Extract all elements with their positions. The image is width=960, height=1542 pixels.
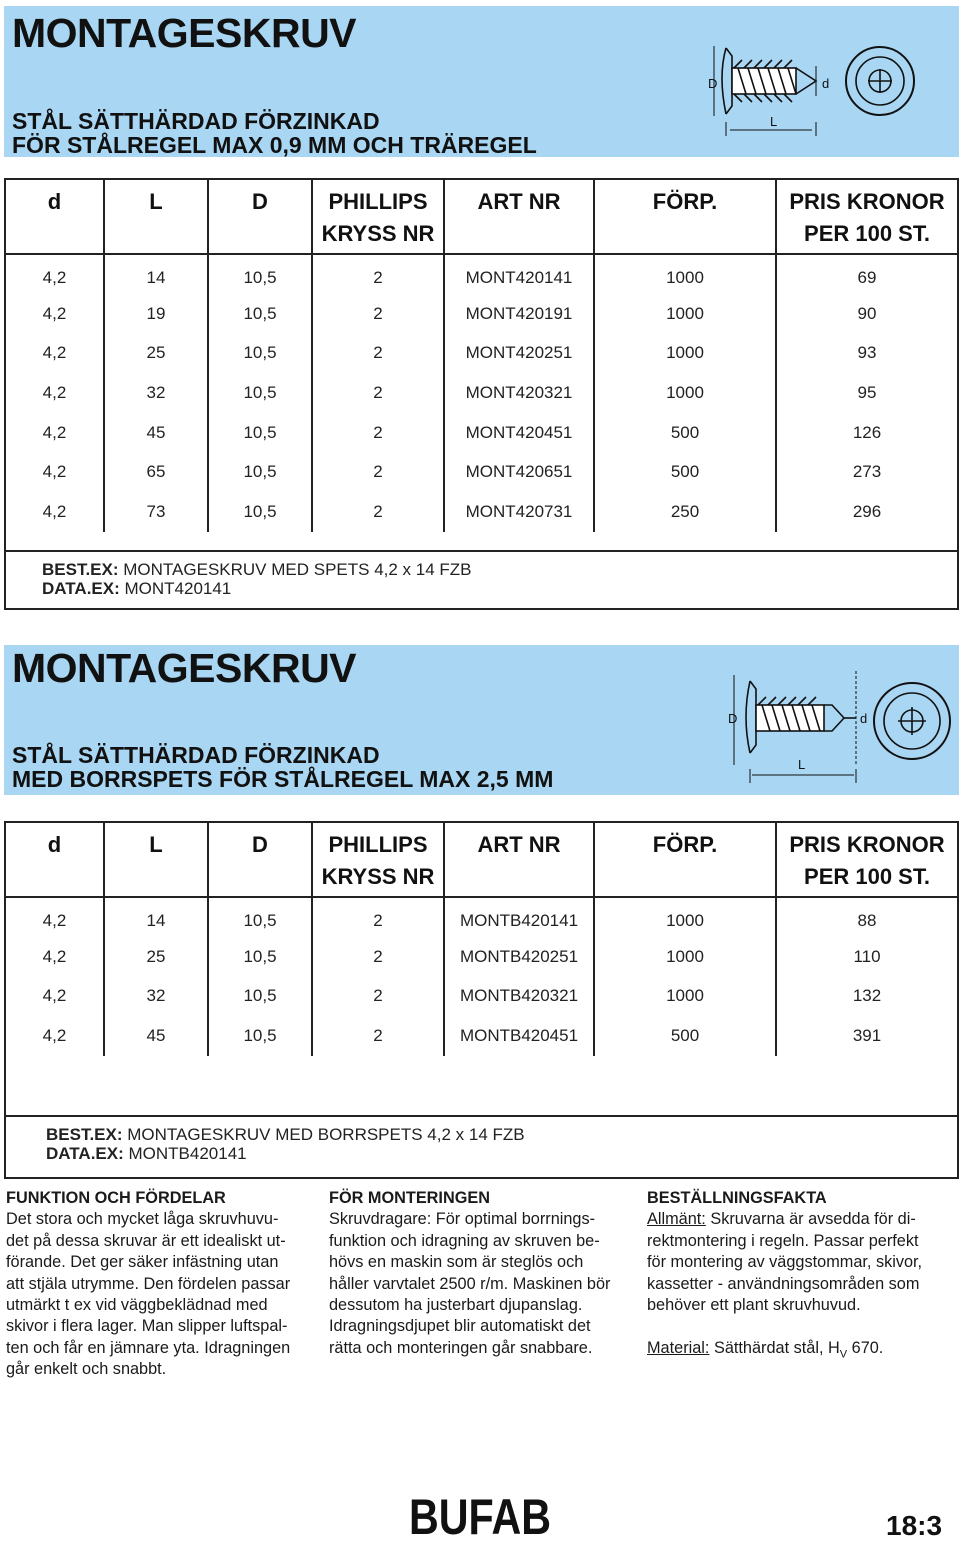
- drawing1-label-D: D: [708, 76, 718, 91]
- section1-data-ex: DATA.EX: MONT420141: [42, 579, 232, 598]
- section2-best-ex: BEST.EX: MONTAGESKRUV MED BORRSPETS 4,2 x 14 FZB: [46, 1125, 525, 1144]
- table-row: 4,2 14 10,5 2 MONTB420141 1000 88: [6, 897, 957, 937]
- col-header-phillips: PHILLIPS KRYSS NR: [312, 180, 444, 254]
- table-row: 4,2 25 10,5 2 MONTB420251 1000 110: [6, 937, 957, 977]
- screw-drawing-2: [720, 665, 956, 783]
- section2-subtitle-1: STÅL SÄTTHÄRDAD FÖRZINKAD: [12, 742, 380, 768]
- table-row: 4,2 19 10,5 2 MONT420191 1000 90: [6, 294, 957, 334]
- table-row: 4,2 14 10,5 2 MONT420141 1000 69: [6, 254, 957, 294]
- drawing2-label-d: d: [860, 711, 868, 726]
- section2-title: MONTAGESKRUV: [12, 645, 357, 691]
- funktion-heading: FUNKTION OCH FÖRDELAR: [6, 1189, 226, 1207]
- drawing2-label-L: L: [798, 757, 806, 772]
- drawing1-label-d: d: [822, 76, 830, 91]
- section2-banner: [4, 645, 959, 795]
- col-header-art-nr: ART NR: [444, 180, 594, 254]
- table-row: 4,2 65 10,5 2 MONT420651 500 273: [6, 452, 957, 492]
- drawing2-label-D: D: [728, 711, 738, 726]
- material-label: Material:: [647, 1338, 710, 1357]
- svg-text:BUFAB: BUFAB: [409, 1489, 551, 1542]
- section1-subtitle-2: FÖR STÅLREGEL MAX 0,9 MM OCH TRÄREGEL: [12, 132, 537, 158]
- montering-column: FÖR MONTERINGEN Skruvdragare: För optimal borrnings- funktion och idragning av skruven be- hövs en maskin som är steglös och håller varvtalet 2500 r/m. Maskinen bör dessutom ha justerbart djupanslag. Idragningsdjupet blir automatiskt det rätta och monteringen går snabbare.: [329, 1188, 643, 1359]
- table-row: 4,2 32 10,5 2 MONTB420321 1000 132: [6, 976, 957, 1016]
- col-header-forp: FÖRP.: [594, 180, 776, 254]
- col-header-D: D: [208, 823, 312, 897]
- screw-drawing-1: [704, 36, 924, 136]
- section1-table: [4, 178, 959, 552]
- material-line: Material: Sätthärdat stål, $H_V$ 670.: [647, 1338, 884, 1361]
- col-header-phillips: PHILLIPS KRYSS NR: [312, 823, 444, 897]
- table-row: 4,2 32 10,5 2 MONT420321 1000 95: [6, 373, 957, 413]
- col-header-L: L: [104, 180, 208, 254]
- col-header-L: L: [104, 823, 208, 897]
- page-number: 18:3: [886, 1510, 943, 1541]
- section2-order-example: [4, 1117, 959, 1179]
- bestallning-column: BESTÄLLNINGSFAKTA Allmänt: Skruvarna är avsedda för di- rektmontering i regeln. Passar perfekt för montering av väggstommar, skivor, kassetter - användningsområden som behöver ett plant skruvhuvud. Material: Sätthärdat stål, $H_V$ 670.: [647, 1188, 957, 1365]
- section2-table: [4, 821, 959, 1117]
- section1-best-ex: BEST.EX: MONTAGESKRUV MED SPETS 4,2 x 14 FZB: [42, 560, 472, 579]
- col-header-art-nr: ART NR: [444, 823, 594, 897]
- section1-order-example: [4, 552, 959, 610]
- section1-title: MONTAGESKRUV: [12, 10, 357, 56]
- col-header-D: D: [208, 180, 312, 254]
- section1-subtitle-1: STÅL SÄTTHÄRDAD FÖRZINKAD: [12, 108, 380, 134]
- col-header-d: d: [6, 180, 104, 254]
- section2-subtitle-2: MED BORRSPETS FÖR STÅLREGEL MAX 2,5 MM: [12, 766, 554, 792]
- table-row: 4,2 45 10,5 2 MONT420451 500 126: [6, 413, 957, 453]
- allmant-label: Allmänt:: [647, 1210, 706, 1229]
- funktion-column: FUNKTION OCH FÖRDELAR Det stora och mycket låga skruvhuvu- det på dessa skruvar är ett idealiskt ut- förande. Det ger säker infästning utan att stjäla utrymme. Den fördelen passar utmärkt t ex vid väggbeklädnad med skivor i flera lager. Man slipper luftspal- ten och får en jämnare yta. Idragningen går enkelt och snabbt.: [6, 1188, 324, 1381]
- section1-banner: [4, 6, 959, 157]
- col-header-pris: PRIS KRONOR PER 100 ST.: [776, 823, 957, 897]
- montering-heading: FÖR MONTERINGEN: [329, 1189, 490, 1207]
- drawing1-label-L: L: [770, 114, 778, 129]
- bestallning-heading: BESTÄLLNINGSFAKTA: [647, 1189, 827, 1207]
- bufab-logo: [408, 1489, 552, 1542]
- col-header-d: d: [6, 823, 104, 897]
- col-header-forp: FÖRP.: [594, 823, 776, 897]
- table-row: 4,2 73 10,5 2 MONT420731 250 296: [6, 492, 957, 532]
- col-header-pris: PRIS KRONOR PER 100 ST.: [776, 180, 957, 254]
- table-row: 4,2 25 10,5 2 MONT420251 1000 93: [6, 333, 957, 373]
- table-row: 4,2 45 10,5 2 MONTB420451 500 391: [6, 1016, 957, 1056]
- section2-data-ex: DATA.EX: MONTB420141: [46, 1144, 247, 1163]
